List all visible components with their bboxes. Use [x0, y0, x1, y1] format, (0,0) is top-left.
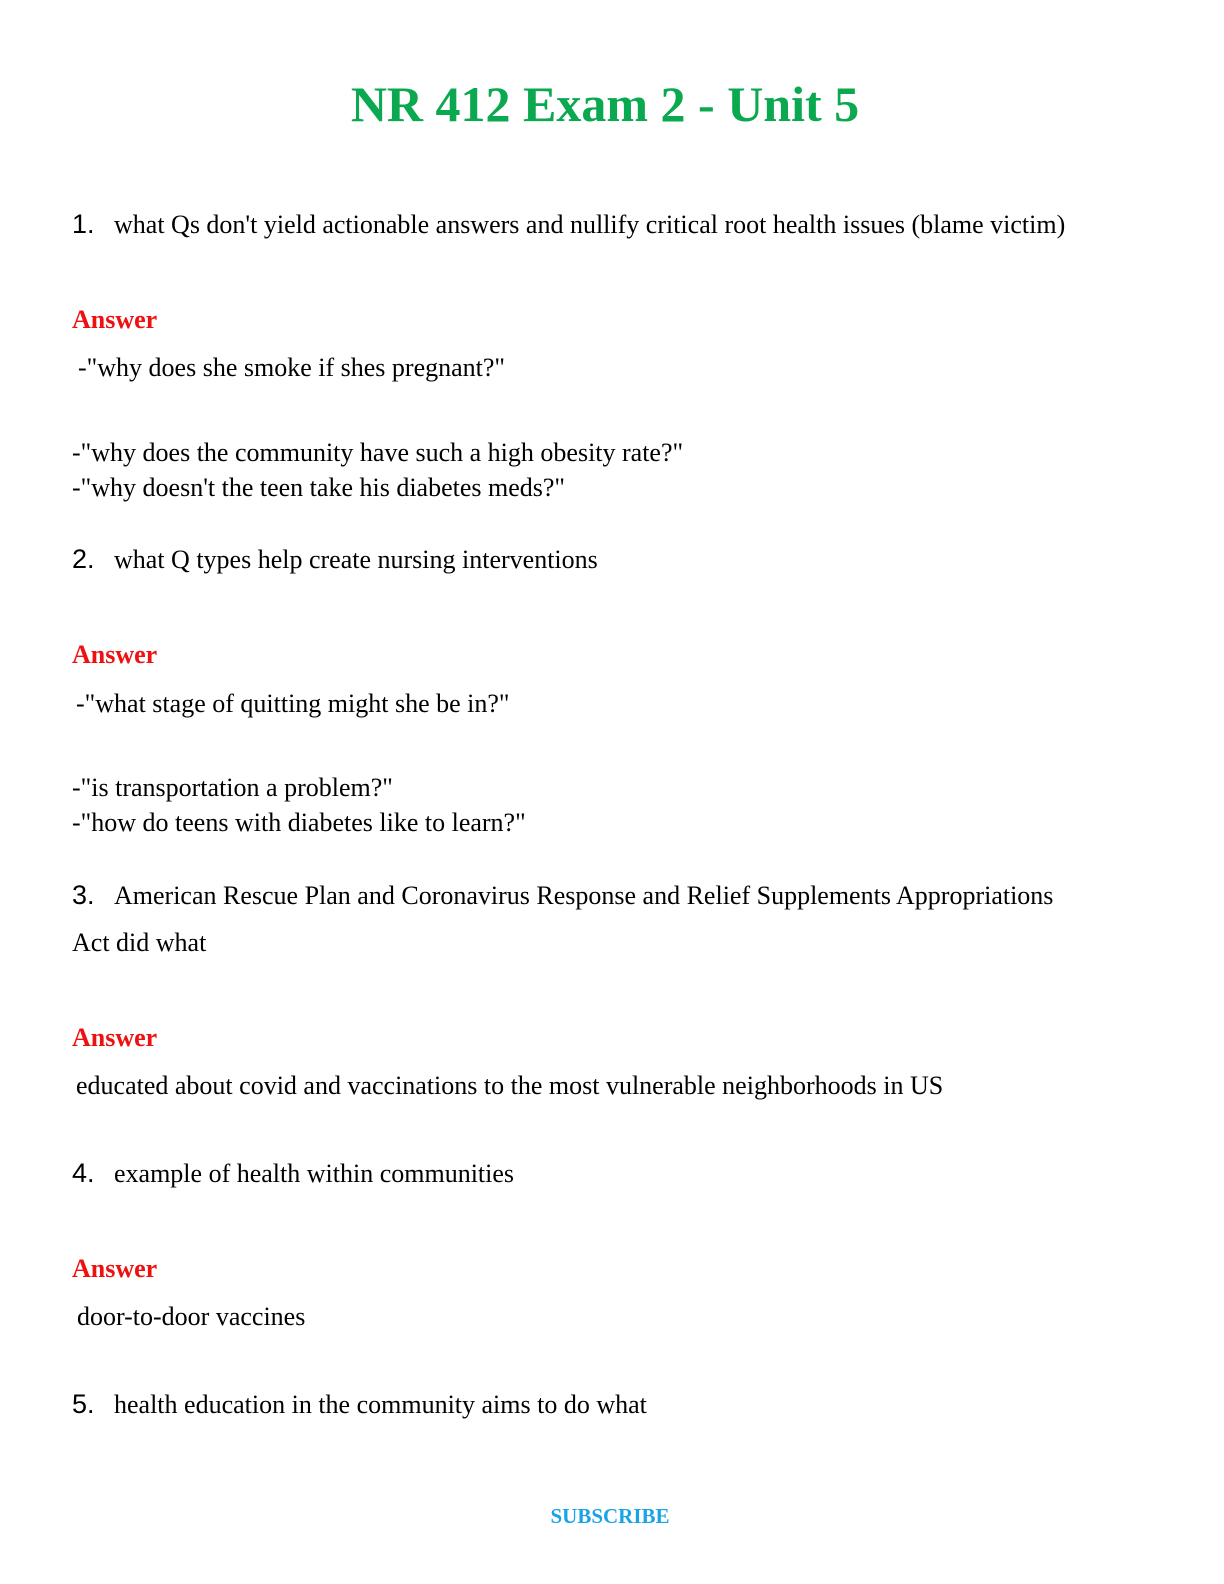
- answer-line: -"is transportation a problem?": [72, 773, 393, 802]
- question-5: [72, 1386, 647, 1423]
- answer-line: -"what stage of quitting might she be in?": [76, 689, 510, 718]
- answer-line: door-to-door vaccines: [77, 1302, 306, 1331]
- question-text: health education in the community aims to do what: [114, 1390, 647, 1419]
- question-2: [72, 541, 598, 578]
- answer-label: Answer: [72, 640, 158, 669]
- question-number: 1.: [72, 209, 95, 239]
- answer-label: Answer: [72, 1254, 158, 1283]
- question-text: what Qs don't yield actionable answers and nullify critical root health issues (blame victim): [114, 210, 1066, 239]
- page-title: NR 412 Exam 2 - Unit 5: [350, 76, 860, 132]
- question-text: what Q types help create nursing interventions: [114, 545, 598, 574]
- answer-line: -"why does the community have such a high obesity rate?": [72, 438, 684, 467]
- answer-line: -"why doesn't the teen take his diabetes meds?": [72, 473, 566, 502]
- question-text: American Rescue Plan and Coronavirus Response and Relief Supplements Appropriations: [114, 881, 1054, 910]
- subscribe-link[interactable]: SUBSCRIBE: [550, 1504, 670, 1528]
- question-number: 4.: [72, 1158, 95, 1188]
- question-text-continued: Act did what: [72, 928, 207, 957]
- answer-line: -"how do teens with diabetes like to learn?": [72, 808, 526, 837]
- answer-line: educated about covid and vaccinations to the most vulnerable neighborhoods in US: [76, 1071, 944, 1100]
- answer-label: Answer: [72, 305, 158, 334]
- question-number: 3.: [72, 880, 95, 910]
- question-3: [72, 877, 1053, 914]
- question-number: 2.: [72, 544, 95, 574]
- answer-line: -"why does she smoke if shes pregnant?": [78, 353, 506, 382]
- question-4: [72, 1155, 514, 1192]
- question-text: example of health within communities: [114, 1159, 515, 1188]
- question-1: [72, 206, 1065, 243]
- answer-label: Answer: [72, 1023, 158, 1052]
- question-number: 5.: [72, 1389, 95, 1419]
